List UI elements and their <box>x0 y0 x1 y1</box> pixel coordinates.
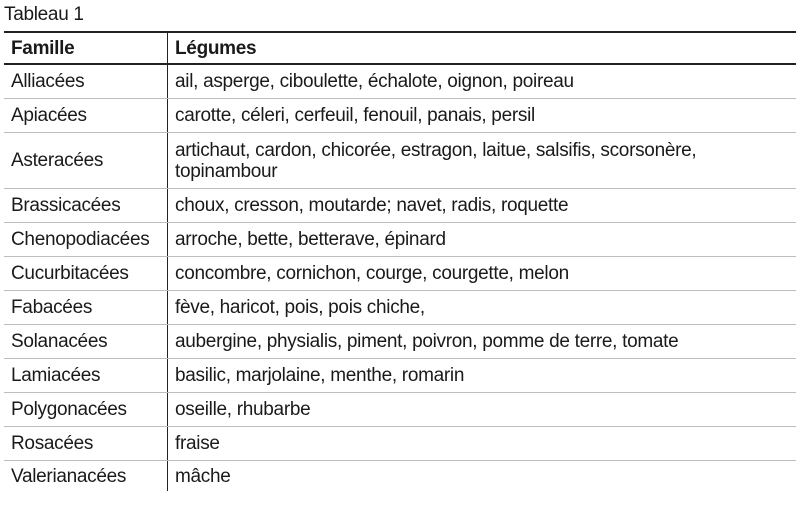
table-row <box>4 257 796 291</box>
family-cell: Apiacées <box>4 99 168 133</box>
family-cell: Asteracées <box>4 133 168 189</box>
family-cell: Alliacées <box>4 64 168 99</box>
family-cell: Solanacées <box>4 325 168 359</box>
family-cell: Chenopodiacées <box>4 223 168 257</box>
vegetables-cell: choux, cresson, moutarde; navet, radis, roquette <box>168 189 797 223</box>
vegetables-cell: oseille, rhubarbe <box>168 393 797 427</box>
vegetables-cell: fraise <box>168 427 797 461</box>
table-row <box>4 99 796 133</box>
vegetables-cell: concombre, cornichon, courge, courgette, melon <box>168 257 797 291</box>
table-row <box>4 325 796 359</box>
vegetable-families-table <box>4 31 796 491</box>
vegetables-cell: aubergine, physialis, piment, poivron, pomme de terre, tomate <box>168 325 797 359</box>
table-row <box>4 427 796 461</box>
vegetables-cell: carotte, céleri, cerfeuil, fenouil, panais, persil <box>168 99 797 133</box>
vegetables-cell: mâche <box>175 465 231 487</box>
vegetables-cell: fève, haricot, pois, pois chiche, <box>168 291 797 325</box>
column-header-family: Famille <box>4 32 168 64</box>
family-cell: Brassicacées <box>4 189 168 223</box>
family-cell: Fabacées <box>4 291 168 325</box>
family-cell: Valerianacées <box>4 461 168 492</box>
column-header-vegetables: Légumes <box>168 32 797 64</box>
table-row <box>4 223 796 257</box>
table-row <box>4 291 796 325</box>
vegetables-cell: arroche, bette, betterave, épinard <box>168 223 797 257</box>
vegetables-cell: ail, asperge, ciboulette, échalote, oignon, poireau <box>168 64 797 99</box>
table-row <box>4 461 796 492</box>
family-cell: Lamiacées <box>4 359 168 393</box>
family-cell: Rosacées <box>4 427 168 461</box>
table-caption: Tableau 1 <box>4 4 84 25</box>
table-row <box>4 133 796 189</box>
family-cell: Cucurbitacées <box>4 257 168 291</box>
vegetables-cell: artichaut, cardon, chicorée, estragon, laitue, salsifis, scorsonère, topinambour <box>168 133 797 189</box>
table-row <box>4 64 796 99</box>
table-row <box>4 359 796 393</box>
table-row <box>4 393 796 427</box>
vegetables-cell: basilic, marjolaine, menthe, romarin <box>168 359 797 393</box>
table-header-row <box>4 32 796 64</box>
family-cell: Polygonacées <box>4 393 168 427</box>
table-row <box>4 189 796 223</box>
